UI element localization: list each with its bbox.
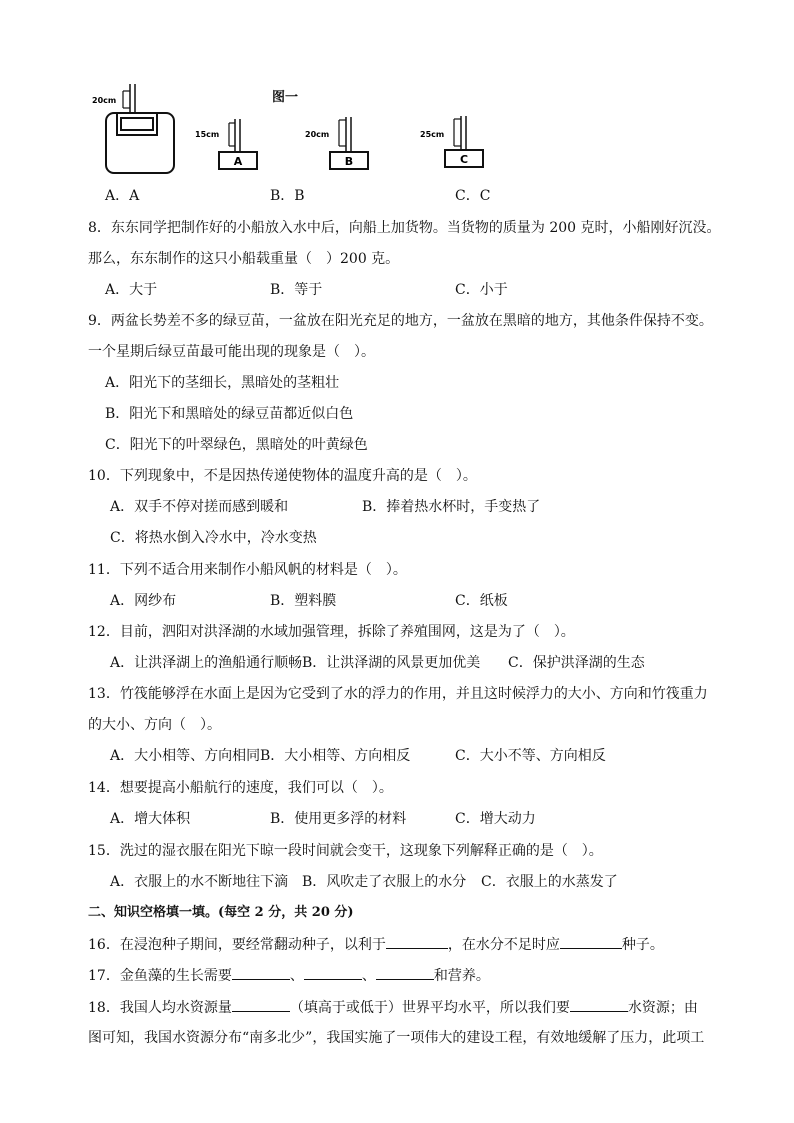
q15-option-a: A．衣服上的水不断地往下滴 (110, 874, 289, 890)
q12-option-a: A．让洪泽湖上的渔船通行顺畅 (110, 655, 303, 671)
q17-blank-1[interactable] (232, 965, 290, 980)
q12-line-1: 12．目前，泗阳对洪泽湖的水域加强管理，拆除了养殖围网，这是为了（ ）。 (88, 624, 575, 640)
q9-option-c: C．阳光下的叶翠绿色，黑暗处的叶黄绿色 (105, 437, 368, 453)
box-c-letter: C (459, 153, 469, 166)
q11-option-b: B．塑料膜 (270, 593, 337, 609)
q13-line-1: 13．竹筏能够浮在水面上是因为它受到了水的浮力的作用，并且这时候浮力的大小、方向和竹筏重力 (88, 686, 708, 702)
q12-option-b: B．让洪泽湖的风景更加优美 (302, 655, 481, 671)
main-scale-label: 20cm (92, 96, 117, 105)
box-b-letter: B (344, 155, 354, 168)
q9-option-b: B．阳光下和黑暗处的绿豆苗都近似白色 (105, 406, 354, 422)
q15-option-c: C．衣服上的水蒸发了 (481, 874, 618, 890)
q16-text-2: ，在水分不足时应 (447, 937, 560, 953)
q12-option-c: C．保护洪泽湖的生态 (508, 655, 645, 671)
q8-line-2: 那么，东东制作的这只小船载重量（ ）200 克。 (88, 251, 400, 267)
q7-option-c: C．C (455, 188, 491, 204)
q18-line-1 (88, 997, 698, 1018)
q11-option-c: C．纸板 (455, 593, 508, 609)
box-a-letter: A (233, 155, 243, 168)
q11-option-a: A．网纱布 (110, 593, 177, 609)
q8-line-1: 8．东东同学把制作好的小船放入水中后，向船上加货物。当货物的质量为 200 克时，小船刚好沉没。 (88, 220, 721, 236)
q16-line (88, 934, 664, 955)
q7-option-a: A．A (105, 188, 140, 204)
q8-option-c: C．小于 (455, 282, 508, 298)
box-b-scale-label: 20cm (305, 130, 330, 139)
q10-option-b: B．捧着热水杯时，手变热了 (362, 499, 541, 515)
q18-text-1: 18．我国人均水资源量 (88, 1000, 232, 1016)
section-two-heading: 二、知识空格填一填。(每空 2 分，共 20 分) (88, 905, 354, 920)
q8-option-b: B．等于 (270, 282, 323, 298)
q15-line-1: 15．洗过的湿衣服在阳光下晾一段时间就会变干，这现象下列解释正确的是（ ）。 (88, 843, 603, 859)
q18-text-3: 水资源；由 (627, 1000, 698, 1016)
q18-text-2: （填高于或低于）世界平均水平，所以我们要 (289, 1000, 570, 1016)
q9-line-1: 9．两盆长势差不多的绿豆苗，一盆放在阳光充足的地方，一盆放在黑暗的地方，其他条件保持不变。 (88, 313, 713, 329)
q11-line-1: 11．下列不适合用来制作小船风帆的材料是（ ）。 (88, 562, 407, 578)
q10-option-a: A．双手不停对搓而感到暖和 (110, 499, 289, 515)
q17-text-4: 和营养。 (433, 968, 490, 984)
q18-blank-1[interactable] (232, 997, 290, 1012)
q17-text-2: 、 (289, 968, 304, 984)
q9-option-a: A．阳光下的茎细长，黑暗处的茎粗壮 (105, 375, 340, 391)
q14-option-c: C．增大动力 (455, 811, 536, 827)
q10-option-c: C．将热水倒入冷水中，冷水变热 (110, 530, 317, 546)
q14-option-a: A．增大体积 (110, 811, 191, 827)
q9-line-2: 一个星期后绿豆苗最可能出现的现象是（ ）。 (88, 344, 375, 360)
figure-title: 图一 (272, 90, 299, 105)
q10-line-1: 10．下列现象中，不是因热传递使物体的温度升高的是（ ）。 (88, 468, 477, 484)
q18-blank-2[interactable] (570, 997, 628, 1012)
q17-text-3: 、 (361, 968, 376, 984)
figure-one (0, 0, 794, 190)
q17-text-1: 17．金鱼藻的生长需要 (88, 968, 232, 984)
q14-line-1: 14．想要提高小船航行的速度，我们可以（ ）。 (88, 780, 393, 796)
q14-option-b: B．使用更多浮的材料 (270, 811, 407, 827)
q13-option-c: C．大小不等、方向相反 (455, 748, 606, 764)
q16-text-1: 16．在浸泡种子期间，要经常翻动种子，以利于 (88, 937, 386, 953)
q16-blank-2[interactable] (560, 934, 622, 949)
figure-drawing (0, 0, 794, 190)
q13-option-a: A．大小相等、方向相同 (110, 748, 261, 764)
q16-text-3: 种子。 (621, 937, 664, 953)
q8-option-a: A．大于 (105, 282, 158, 298)
box-c-scale-label: 25cm (420, 130, 445, 139)
box-a-scale-label: 15cm (195, 130, 220, 139)
q17-line (88, 965, 490, 986)
q7-option-b: B．B (270, 188, 305, 204)
q17-blank-3[interactable] (376, 965, 434, 980)
q17-blank-2[interactable] (304, 965, 362, 980)
q18-line-2: 图可知，我国水资源分布“南多北少”，我国实施了一项伟大的建设工程，有效地缓解了压力，此项工 (88, 1030, 705, 1046)
q13-option-b: B．大小相等、方向相反 (260, 748, 411, 764)
q13-line-2: 的大小、方向（ ）。 (88, 717, 221, 733)
q16-blank-1[interactable] (386, 934, 448, 949)
q15-option-b: B．风吹走了衣服上的水分 (302, 874, 467, 890)
